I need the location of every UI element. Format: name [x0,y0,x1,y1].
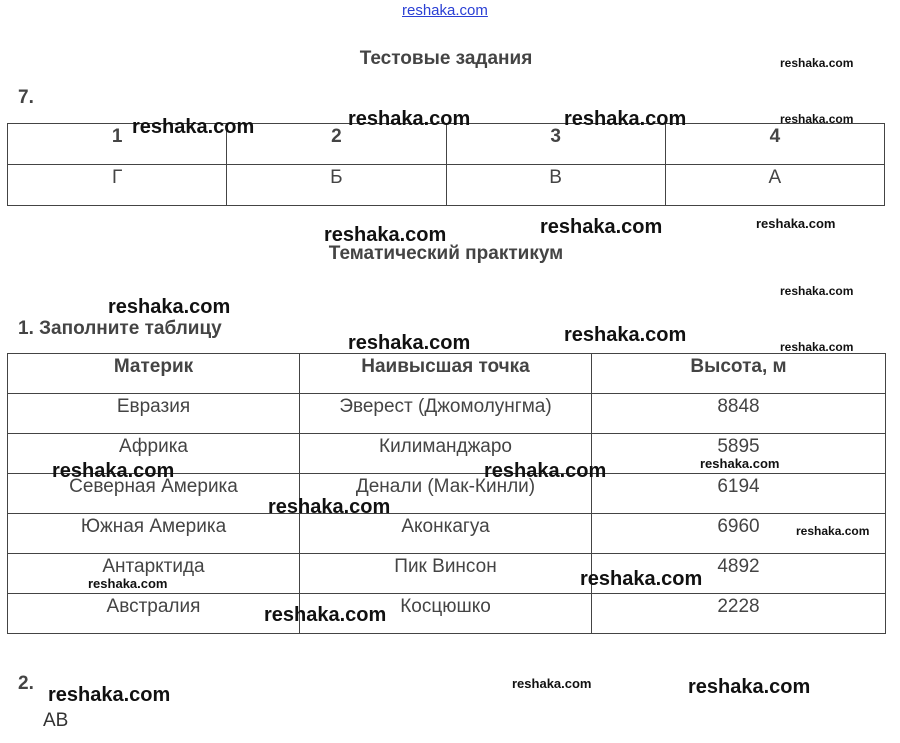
watermark: reshaka.com [564,324,687,346]
watermark: reshaka.com [780,340,854,354]
watermark: reshaka.com [132,116,255,138]
highest-point-cell: Эверест (Джомолунгма) [300,394,592,434]
height-cell: 4892 [592,554,886,594]
height-cell: 5895 [592,434,886,474]
table-row [8,594,886,634]
answers-value-cell: В [446,165,665,206]
practicum-section-title: Тематический практикум [328,243,564,264]
site-link[interactable]: reshaka.com [402,2,488,19]
height-cell: 6194 [592,474,886,514]
watermark: reshaka.com [88,576,168,591]
answers-value-row [8,165,885,206]
watermark: reshaka.com [484,460,607,482]
highest-point-cell: Косцюшко [300,594,592,634]
watermark: reshaka.com [268,496,391,518]
watermark: reshaka.com [348,332,471,354]
continent-cell: Евразия [8,394,300,434]
watermark: reshaka.com [512,676,592,691]
answers-value-cell: А [665,165,884,206]
task-1-label: 1. Заполните таблицу [18,318,222,339]
answers-header-cell: 2 [227,124,446,165]
table-row [8,514,886,554]
watermark: reshaka.com [796,524,870,538]
watermark: reshaka.com [108,296,231,318]
continent-cell: Антарктида [8,554,300,594]
task-2-answer: АВ [43,710,69,731]
answers-header-cell: 1 [8,124,227,165]
continent-cell: Австралия [8,594,300,634]
watermark: reshaka.com [264,604,387,626]
height-cell: 8848 [592,394,886,434]
watermark: reshaka.com [52,460,175,482]
watermark: reshaka.com [48,684,171,706]
highest-point-cell: Пик Винсон [300,554,592,594]
answers-value-cell: Г [8,165,227,206]
test-section-title: Тестовые задания [359,48,533,69]
watermark: reshaka.com [780,112,854,126]
column-header-height: Высота, м [592,354,886,394]
watermark: reshaka.com [564,108,687,130]
highest-point-cell: Денали (Мак-Кинли) [300,474,592,514]
watermark: reshaka.com [540,216,663,238]
watermark: reshaka.com [324,224,447,246]
column-header-highest-point: Наивысшая точка [300,354,592,394]
column-header-continent: Материк [8,354,300,394]
answers-header-cell: 3 [446,124,665,165]
question-7-number: 7. [18,87,34,108]
watermark: reshaka.com [780,284,854,298]
table-row [8,394,886,434]
continent-cell: Африка [8,434,300,474]
table-header-row [8,354,886,394]
watermark: reshaka.com [756,216,836,231]
watermark: reshaka.com [580,568,703,590]
watermark: reshaka.com [700,456,780,471]
height-cell: 6960 [592,514,886,554]
answers-value-cell: Б [227,165,446,206]
watermark: reshaka.com [780,56,854,70]
answers-header-cell: 4 [665,124,884,165]
watermark: reshaka.com [348,108,471,130]
highest-point-cell: Аконкагуа [300,514,592,554]
task-2-label: 2. [18,673,34,694]
height-cell: 2228 [592,594,886,634]
continent-cell: Северная Америка [8,474,300,514]
watermark: reshaka.com [688,676,811,698]
continent-cell: Южная Америка [8,514,300,554]
continents-table [7,353,886,634]
highest-point-cell: Килиманджаро [300,434,592,474]
